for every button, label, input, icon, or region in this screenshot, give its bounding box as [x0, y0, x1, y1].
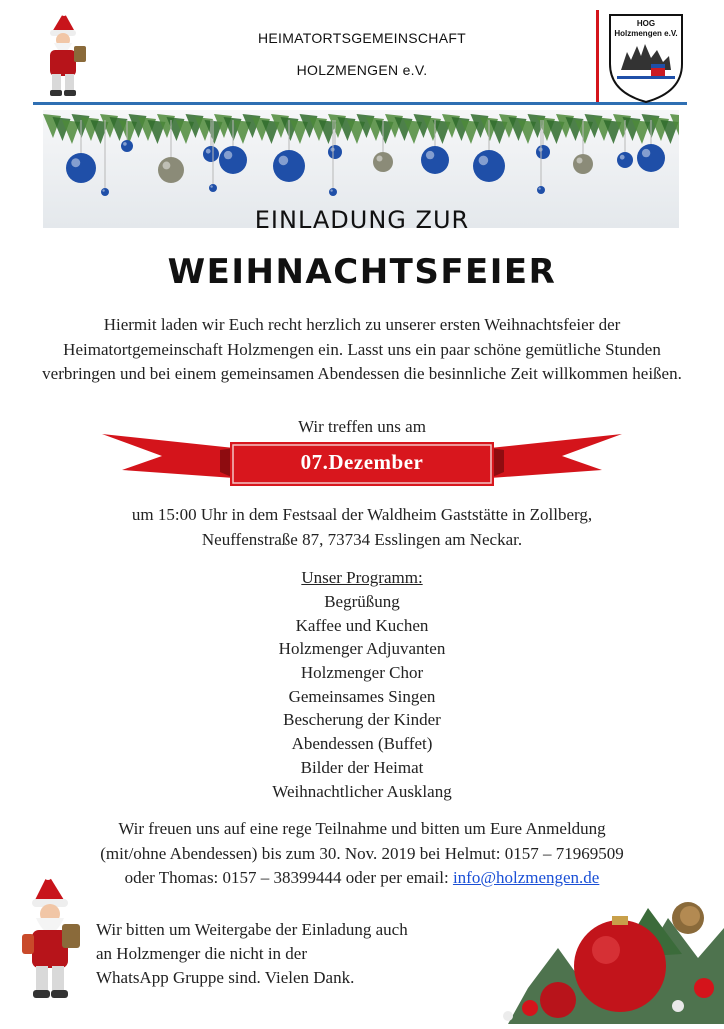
- program-item: Begrüßung: [324, 592, 400, 611]
- program-item: Bilder der Heimat: [300, 757, 424, 777]
- christmas-decoration-icon: [468, 888, 724, 1024]
- ornament-highlight: [123, 142, 127, 146]
- ornament-ball: [637, 144, 665, 172]
- ornament-ball: [328, 145, 342, 159]
- header-blue-rule: [33, 102, 687, 105]
- header-red-rule: [596, 10, 599, 102]
- ornament-ball: [573, 154, 593, 174]
- ornament-ball: [617, 152, 633, 168]
- ornament-highlight: [279, 156, 289, 166]
- ornament-highlight: [377, 156, 383, 162]
- ornament-highlight: [330, 189, 332, 191]
- pass-on-line2: an Holzmenger die nicht in der: [96, 944, 308, 963]
- program-item: Abendessen (Buffet): [291, 734, 433, 754]
- ornament-ball: [219, 146, 247, 174]
- ornament-highlight: [620, 155, 625, 160]
- logo-line2: Holzmengen e.V.: [614, 29, 678, 38]
- closing-line2: (mit/ohne Abendessen) bis zum 30. Nov. 2019 bei Helmut: 0157 – 71969509: [100, 843, 624, 863]
- ornament-ball: [421, 146, 449, 174]
- pass-on-note: [96, 918, 476, 990]
- ornament-highlight: [163, 162, 171, 170]
- ornament-highlight: [71, 158, 80, 167]
- program-item: Weihnachtlicher Ausklang: [272, 781, 452, 801]
- ornament-ball: [273, 150, 305, 182]
- logo-line1: HOG: [636, 19, 656, 28]
- closing-paragraph: [40, 817, 684, 891]
- santa-figure-icon: [18, 872, 84, 1004]
- ornament-ball: [101, 188, 109, 196]
- venue-line1: um 15:00 Uhr in dem Festsaal der Waldheim Gaststätte in Zollberg,: [131, 505, 593, 524]
- ornament-ball: [158, 157, 184, 183]
- santa-figure-icon: [38, 10, 90, 100]
- venue-text: [40, 503, 684, 552]
- pass-on-line1: Wir bitten um Weitergabe der Einladung auch: [96, 920, 408, 939]
- ornament-ball: [373, 152, 393, 172]
- venue-line2: Neuffenstraße 87, 73734 Esslingen am Neckar.: [201, 529, 523, 549]
- hog-coat-of-arms-logo: [607, 12, 685, 104]
- ornament-ball: [121, 140, 133, 152]
- program-item: Holzmenger Chor: [300, 663, 424, 683]
- ornament-highlight: [224, 151, 232, 159]
- program-list: [40, 590, 684, 803]
- ornament-highlight: [538, 187, 540, 189]
- ornament-highlight: [206, 149, 211, 154]
- program-item: Kaffee und Kuchen: [295, 615, 429, 635]
- ornament-ball: [537, 186, 545, 194]
- ornament-ball: [209, 184, 217, 192]
- program-item: Bescherung der Kinder: [283, 710, 441, 730]
- closing-line3: [40, 866, 684, 891]
- ornament-highlight: [426, 151, 434, 159]
- program-item: Holzmenger Adjuvanten: [278, 639, 446, 659]
- title-line2: WEIHNACHTSFEIER: [167, 252, 557, 292]
- ornament-ball: [473, 150, 505, 182]
- program-item: Gemeinsames Singen: [288, 686, 436, 706]
- org-name-line1: HEIMATORTSGEMEINSCHAFT: [257, 30, 467, 46]
- ornament-ball: [203, 146, 219, 162]
- meeting-text: Wir treffen uns am: [298, 417, 426, 436]
- event-date: 07.Dezember: [300, 450, 424, 474]
- pass-on-line3: WhatsApp Gruppe sind. Vielen Dank.: [96, 968, 355, 987]
- ornament-highlight: [210, 185, 212, 187]
- title-line1: EINLADUNG ZUR: [254, 206, 470, 234]
- ornament-ball: [536, 145, 550, 159]
- closing-line1: Wir freuen uns auf eine rege Teilnahme und bitten um Eure Anmeldung: [118, 819, 606, 838]
- intro-paragraph: Hiermit laden wir Euch recht herzlich zu unserer ersten Weihnachtsfeier der Heimatortgemeinschaft Holzmengen ein. Lasst uns ein paar schöne gemütliche Stunden verbringen und bei einem gemeinsamen Abendessen die besinnliche Zeit willkommen heißen.: [42, 315, 682, 383]
- ornament-highlight: [577, 158, 583, 164]
- ornament-highlight: [642, 149, 650, 157]
- program-heading: Unser Programm:: [301, 568, 423, 587]
- ornament-highlight: [479, 156, 489, 166]
- closing-line3-text: oder Thomas: 0157 – 38399444 oder per email:: [124, 868, 453, 887]
- org-name-line2: HOLZMENGEN e.V.: [296, 62, 428, 78]
- ornament-ball: [66, 153, 96, 183]
- ornament-ball: [329, 188, 337, 196]
- email-link[interactable]: info@holzmengen.de: [452, 868, 600, 887]
- ornament-highlight: [102, 189, 104, 191]
